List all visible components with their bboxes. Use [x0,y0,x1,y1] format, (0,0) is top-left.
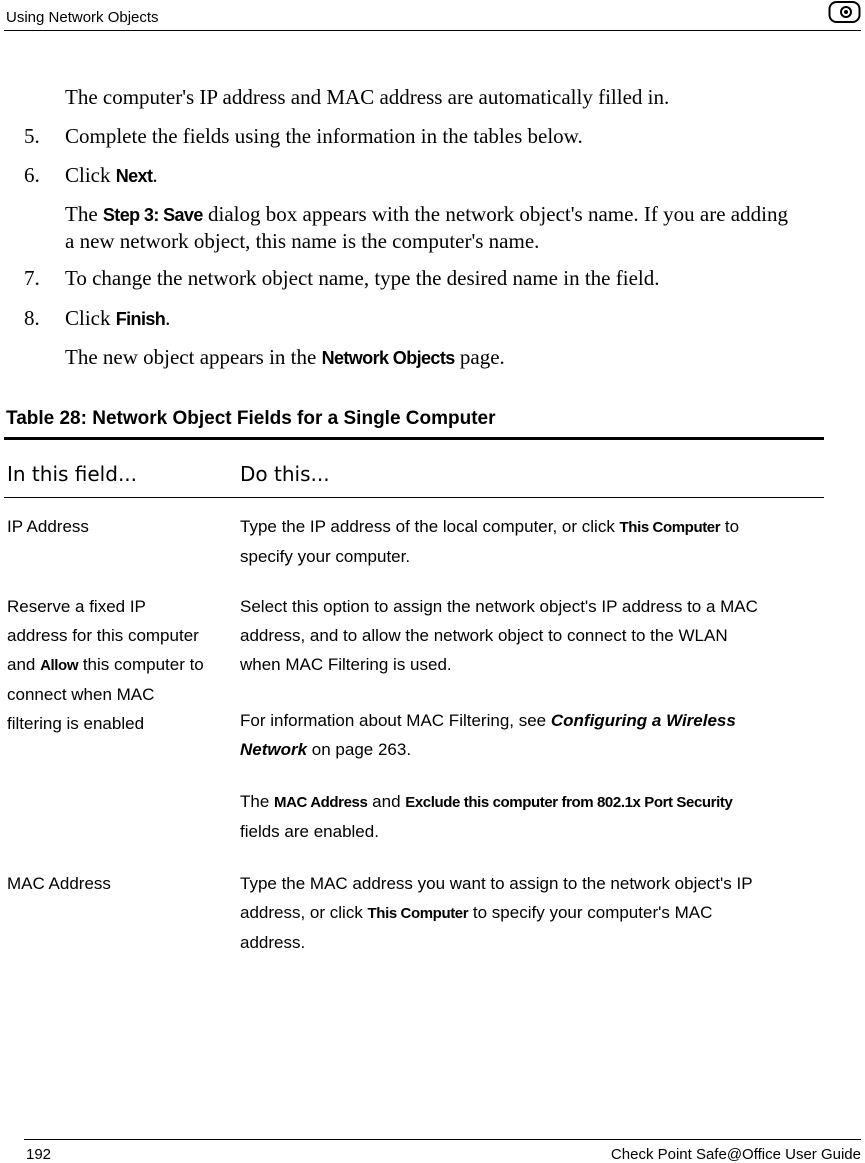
mac-filtering-reference: For information about MAC Filtering, see Configuring a Wireless Network on page 263. [240,711,736,759]
mac-address-field-ref: MAC Address [274,794,368,811]
step-5-number: 5. [24,124,40,148]
step-5-text: Complete the fields using the information in the tables below. [65,124,583,148]
table-caption: Table 28: Network Object Fields for a Single Computer [6,408,496,429]
exclude-port-security-field-ref: Exclude this computer from 802.1x Port Security [405,794,733,811]
network-objects-command: Network Objects [321,348,455,368]
ip-address-action-cell: Type the IP address of the local computer, or click This Computer to specify your computer. [240,517,740,566]
step-6-result: The Step 3: Save dialog box appears with the network object's name. If you are adding [65,202,788,226]
check-point-logo-icon [828,0,861,24]
step-7-text: To change the network object name, type the desired name in the field. [65,266,660,290]
configuring-wireless-network-link[interactable]: Configuring a Wireless [550,711,736,730]
header-rule [4,30,861,31]
ip-address-field-cell: IP Address [7,517,89,536]
finish-command: Finish [115,309,166,329]
next-command: Next [115,166,153,186]
step-8-text: Click Finish. [65,306,171,330]
footer-rule [24,1139,861,1140]
configuring-wireless-network-link-cont[interactable]: Network [240,740,308,759]
this-computer-command: This Computer [619,519,721,536]
step-3-save-command: Step 3: Save [102,205,203,225]
page-number: 192 [26,1146,52,1163]
enabled-fields-note: The MAC Address and Exclude this computer from 802.1x Port Security fields are enabled. [240,792,733,841]
intro-text: The computer's IP address and MAC address are automatically filled in. [65,85,670,109]
this-computer-command: This Computer [367,905,469,922]
step-6-text: Click Next. [65,163,158,187]
reserve-ip-field-cell: Reserve a fixed IP address for this computer and Allow this computer to connect when MAC filtering is enabled [7,597,204,733]
step-8-result: The new object appears in the Network Objects page. [65,345,505,369]
step-7-number: 7. [24,266,40,290]
column-header-action: Do this... [240,462,330,486]
guide-title: Check Point Safe@Office User Guide [610,1146,861,1163]
allow-command: Allow [40,657,79,674]
table-header-rule [4,497,824,498]
reserve-ip-action-cell: Select this option to assign the network object's IP address to a MAC address, and to allow the network object to connect to the WLAN when MAC Filtering is used. [240,597,758,674]
column-header-field: In this field... [7,462,138,486]
running-header-title: Using Network Objects [6,9,159,26]
step-6-result-line-2: a new network object, this name is the computer's name. [65,229,540,253]
step-8-number: 8. [24,306,40,330]
table-top-rule [4,437,824,440]
mac-address-action-cell: Type the MAC address you want to assign to the network object's IP address, or click This Computer to specify your computer's MAC address. [240,874,753,952]
step-6-number: 6. [24,163,40,187]
mac-address-field-cell: MAC Address [7,874,111,893]
